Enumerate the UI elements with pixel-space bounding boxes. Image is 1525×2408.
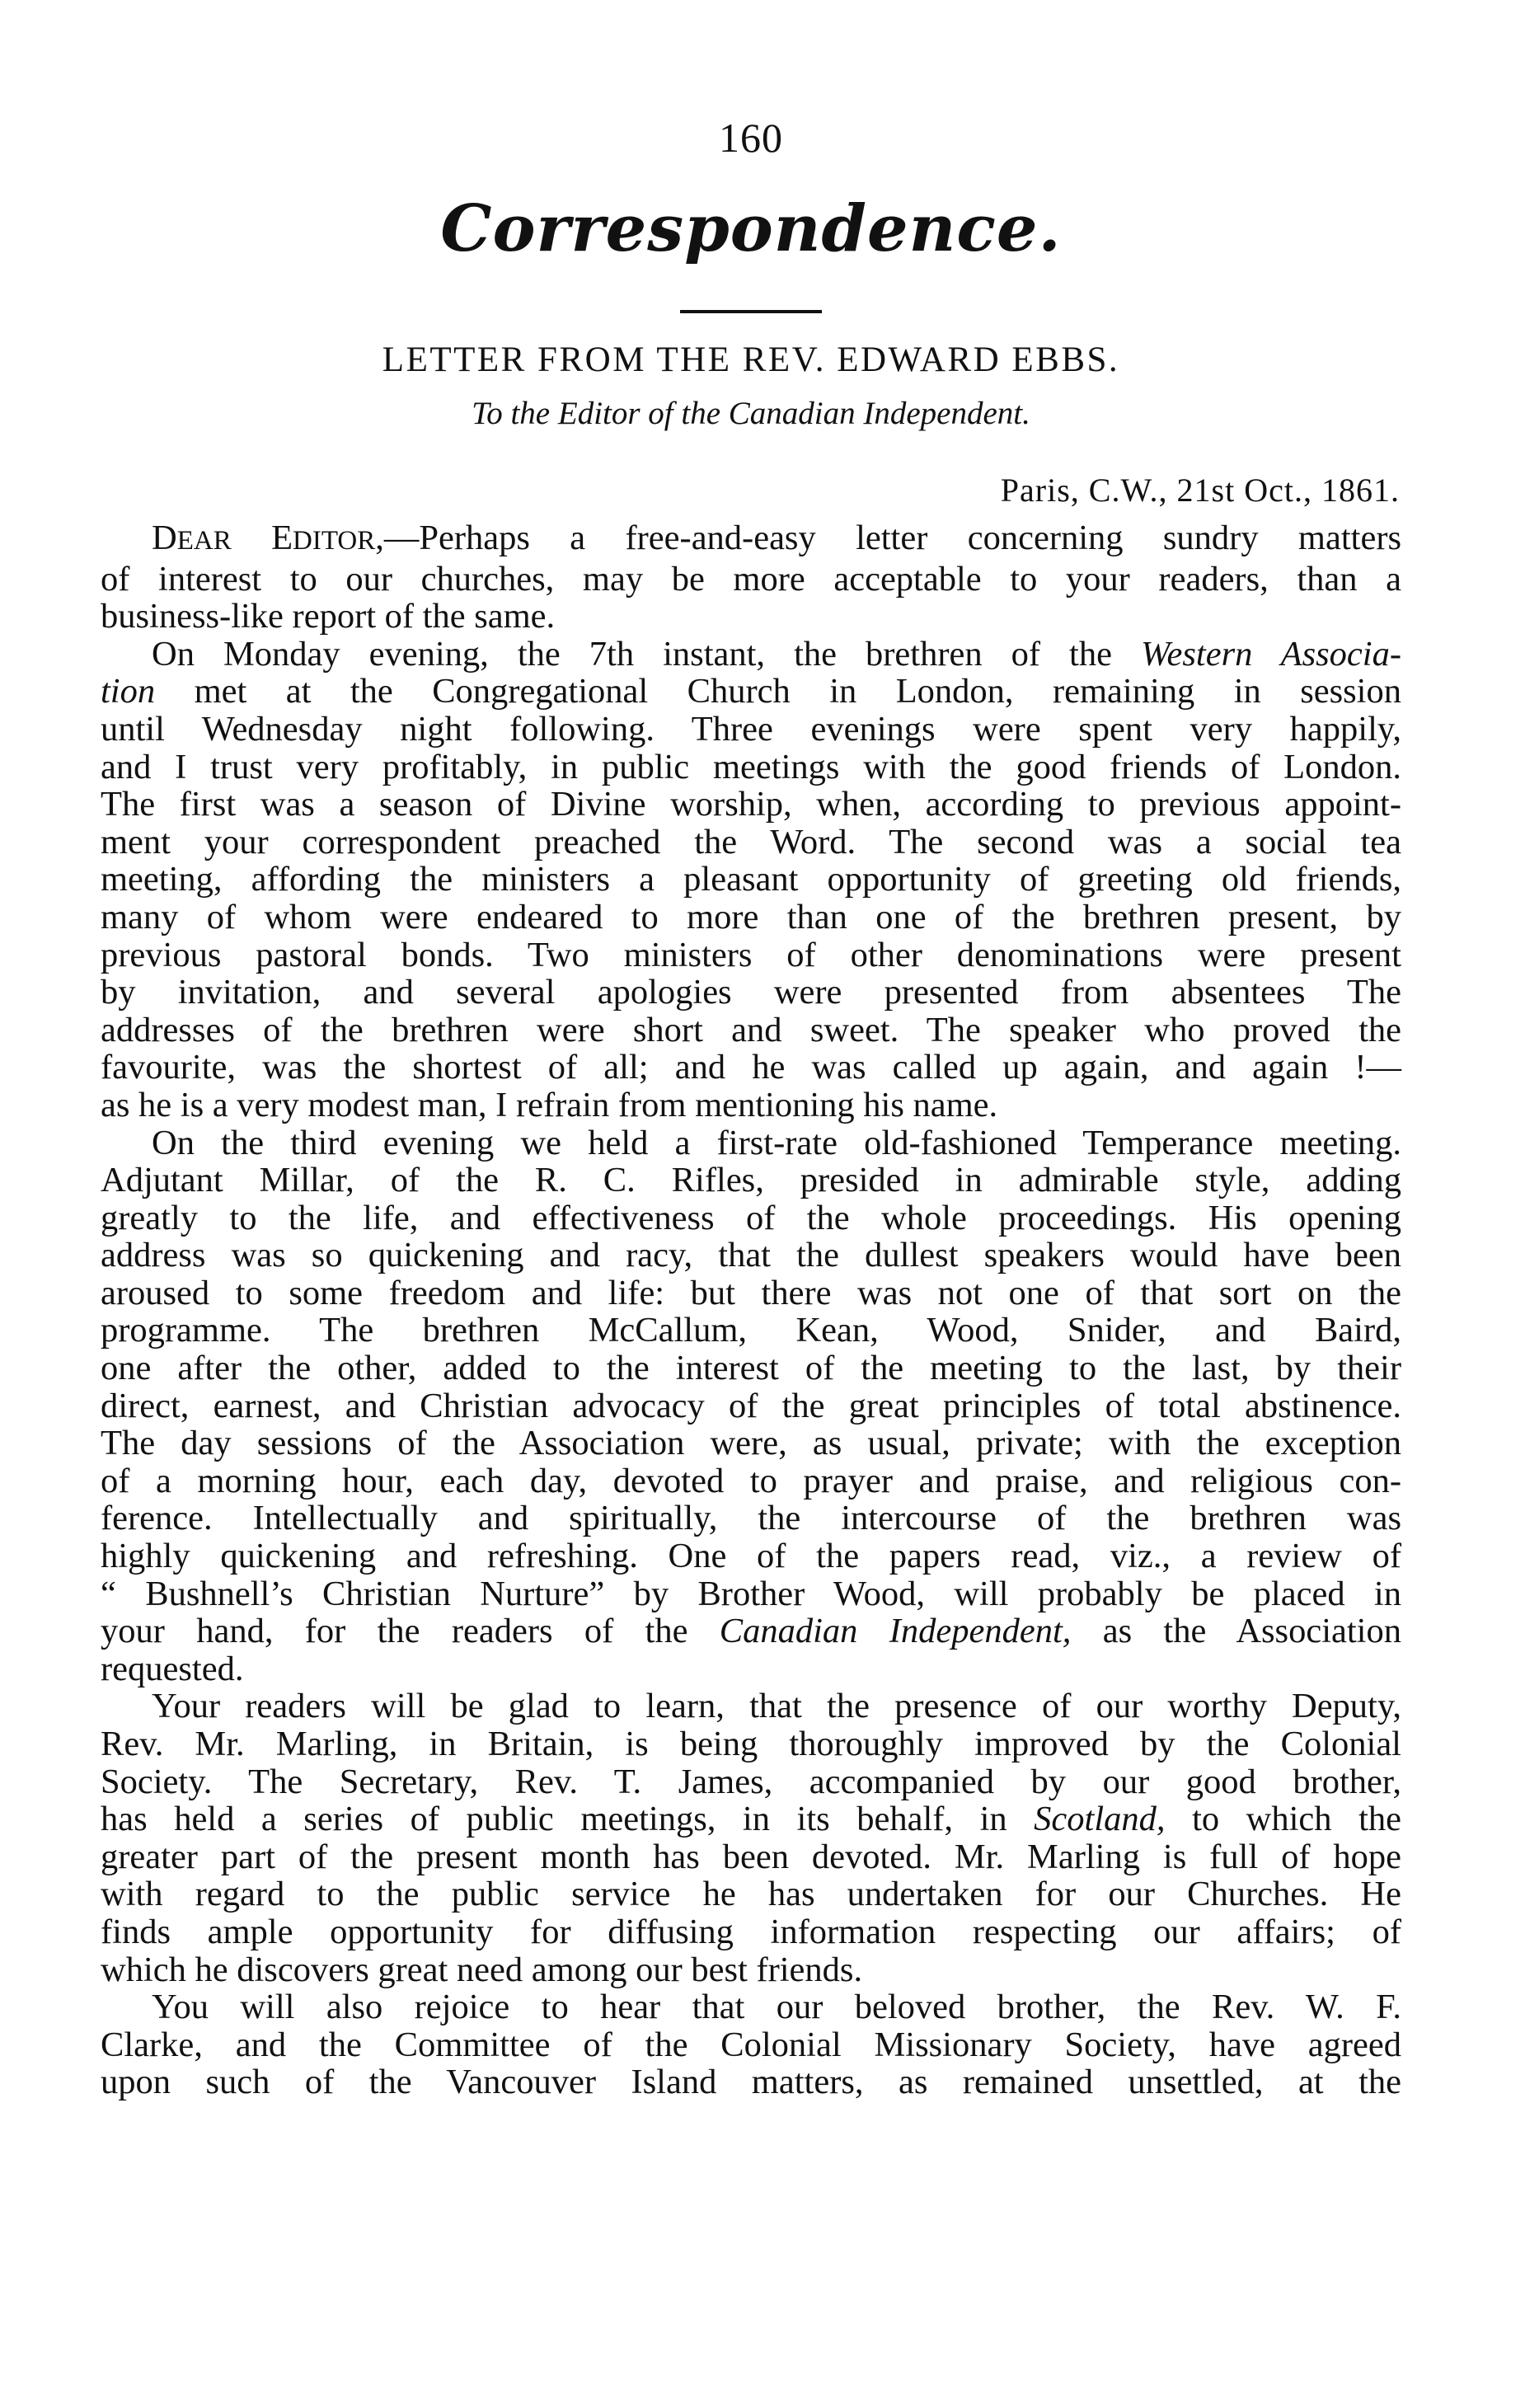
italic-run: Canadian Independent, xyxy=(719,1612,1072,1651)
italic-run: Scotland, xyxy=(1034,1800,1166,1839)
text-run: as the Association xyxy=(1071,1612,1401,1651)
body-line: Rev. Mr. Marling, in Britain, is being thoroughly improved by the Colonial xyxy=(101,1725,1401,1763)
body-line: Society. The Secretary, Rev. T. James, accompanied by our good brother, xyxy=(101,1762,1401,1801)
text-run: On Monday evening, the 7th instant, the brethren of the xyxy=(152,634,1141,674)
salutation-initial: D xyxy=(152,519,177,557)
body-line: upon such of the Vancouver Island matters, as remained unsettled, at the xyxy=(101,2063,1401,2102)
salutation-small-caps: EAR xyxy=(176,526,232,556)
body-line: of interest to our churches, may be more acceptable to your readers, than a xyxy=(101,559,1401,598)
body-line: which he discovers great need among our best friends. xyxy=(101,1950,863,1989)
body-line: many of whom were endeared to more than one of the brethren present, by xyxy=(101,897,1401,936)
body-line: of a morning hour, each day, devoted to prayer and praise, and religious con- xyxy=(101,1461,1401,1500)
body-line: programme. The brethren McCallum, Kean, Wood, Snider, and Baird, xyxy=(101,1311,1401,1350)
text-run: your hand, for the readers of the xyxy=(101,1612,720,1651)
body-line: Adjutant Millar, of the R. C. Rifles, presided in admirable style, adding xyxy=(101,1161,1401,1200)
body-line: greatly to the life, and effectiveness of the whole proceedings. His opening xyxy=(101,1198,1401,1237)
text-run: to which the xyxy=(1165,1800,1401,1839)
body-line: On the third evening we held a first-rate old-fashioned Temperance meeting. xyxy=(152,1123,1401,1162)
letter-body xyxy=(101,519,1401,2101)
dateline-place: Paris xyxy=(1000,472,1071,509)
body-line: aroused to some freedom and life: but there was not one of that sort on the xyxy=(101,1273,1401,1312)
body-line xyxy=(101,1800,1401,1838)
body-line: as he is a very modest man, I refrain from mentioning his name. xyxy=(101,1085,998,1124)
body-line xyxy=(101,519,1401,561)
body-line: The day sessions of the Association were, as usual, private; with the exception xyxy=(101,1424,1401,1463)
letter-title: LETTER FROM THE REV. EDWARD EBBS. xyxy=(382,340,1120,379)
body-line: favourite, was the shortest of all; and he was called up again, and again !— xyxy=(101,1048,1401,1087)
body-line xyxy=(101,636,1401,674)
text-run: met at the Congregational Church in London, remaining in session xyxy=(155,672,1401,711)
body-line: addresses of the brethren were short and sweet. The speaker who proved the xyxy=(101,1010,1401,1049)
body-line: ference. Intellectually and spiritually, the intercourse of the brethren was xyxy=(101,1499,1401,1538)
body-line: address was so quickening and racy, that the dullest speakers would have been xyxy=(101,1236,1401,1275)
body-line: Clarke, and the Committee of the Colonial Missionary Society, have agreed xyxy=(101,2025,1401,2064)
body-line: The first was a season of Divine worship, when, according to previous appoint- xyxy=(101,785,1401,824)
body-line: by invitation, and several apologies were presented from absentees The xyxy=(101,973,1401,1012)
body-line: ment your correspondent preached the Word. The second was a social tea xyxy=(101,822,1401,861)
body-line: meeting, affording the ministers a pleasant opportunity of greeting old friends, xyxy=(101,860,1401,899)
body-line xyxy=(101,1612,1401,1650)
dateline xyxy=(1001,471,1400,509)
body-line xyxy=(101,673,1401,711)
body-line: and I trust very profitably, in public meetings with the good friends of London. xyxy=(101,747,1401,786)
page-number: 160 xyxy=(719,115,783,161)
salutation-initial: E xyxy=(271,519,293,557)
body-line: greater part of the present month has been devoted. Mr. Marling is full of hope xyxy=(101,1837,1401,1876)
body-line: highly quickening and refreshing. One of the papers read, viz., a review of xyxy=(101,1537,1401,1576)
addressee: To the Editor of the Canadian Independent. xyxy=(472,396,1030,431)
italic-run: Western Associa- xyxy=(1141,634,1401,674)
body-line: business-like report of the same. xyxy=(101,597,556,636)
body-line: You will also rejoice to hear that our beloved brother, the Rev. W. F. xyxy=(152,1988,1401,2027)
text-run: has held a series of public meetings, in its behalf, in xyxy=(101,1800,1035,1839)
title-rule xyxy=(680,310,822,313)
body-line: previous pastoral bonds. Two ministers of other denominations were present xyxy=(101,935,1401,974)
dateline-rest: , C.W., 21st Oct., 1861. xyxy=(1070,472,1400,509)
salutation-small-caps: DITOR xyxy=(293,526,376,556)
body-line: one after the other, added to the interest of the meeting to the last, by their xyxy=(101,1349,1401,1388)
salutation-rest: ,—Perhaps a free-and-easy letter concerning sundry matters xyxy=(375,519,1402,557)
body-line: finds ample opportunity for diffusing information respecting our affairs; of xyxy=(101,1912,1401,1951)
italic-run: tion xyxy=(101,672,156,711)
body-line: direct, earnest, and Christian advocacy of the great principles of total abstinence. xyxy=(101,1386,1401,1425)
body-line: with regard to the public service he has undertaken for our Churches. He xyxy=(101,1875,1401,1914)
body-line: until Wednesday night following. Three evenings were spent very happily, xyxy=(101,709,1401,749)
body-line: “ Bushnell’s Christian Nurture” by Brother Wood, will probably be placed in xyxy=(101,1574,1401,1613)
section-title: Correspondence. xyxy=(440,191,1062,266)
body-line: Your readers will be glad to learn, that the presence of our worthy Deputy, xyxy=(152,1687,1401,1726)
body-line: requested. xyxy=(101,1649,244,1688)
